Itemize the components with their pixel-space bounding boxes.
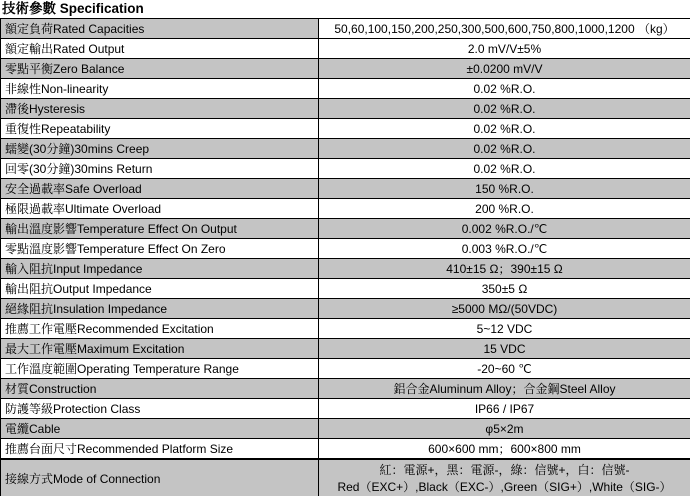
spec-parameter-value	[319, 299, 690, 319]
spec-parameter-value	[319, 139, 690, 159]
table-row	[1, 379, 690, 399]
spec-parameter-label: 推薦工作電壓Recommended Excitation	[1, 319, 319, 339]
spec-value-line: 410±15 Ω；390±15 Ω	[446, 262, 563, 276]
spec-parameter-label: 蠕變(30分鐘)30mins Creep	[1, 139, 319, 159]
spec-parameter-value	[319, 79, 690, 99]
spec-value-line: 15 VDC	[483, 341, 526, 356]
spec-value-line: 0.02 %R.O.	[473, 81, 536, 96]
table-row	[1, 399, 690, 419]
spec-parameter-value	[319, 439, 690, 460]
table-row	[1, 79, 690, 99]
table-row	[1, 19, 690, 39]
spec-parameter-label: 接線方式Mode of Connection	[1, 459, 319, 496]
spec-value-line: 2.0 mV/V±5%	[467, 41, 542, 56]
spec-parameter-label: 額定負荷Rated Capacities	[1, 19, 319, 39]
spec-parameter-value	[319, 399, 690, 419]
spec-parameter-label: 最大工作電壓Maximum Excitation	[1, 339, 319, 359]
spec-parameter-value	[319, 359, 690, 379]
table-row	[1, 39, 690, 59]
spec-parameter-value	[319, 119, 690, 139]
table-row	[1, 239, 690, 259]
table-row	[1, 219, 690, 239]
spec-parameter-label: 滯後Hysteresis	[1, 99, 319, 119]
table-row	[1, 139, 690, 159]
table-row	[1, 259, 690, 279]
table-row	[1, 279, 690, 299]
spec-value-line: 200 %R.O.	[475, 201, 534, 216]
spec-value-line: 0.002 %R.O./℃	[461, 221, 548, 236]
spec-parameter-label: 安全過載率Safe Overload	[1, 179, 319, 199]
table-row	[1, 59, 690, 79]
table-row	[1, 179, 690, 199]
spec-value-line: 5~12 VDC	[476, 321, 533, 336]
spec-parameter-label: 零點平衡Zero Balance	[1, 59, 319, 79]
spec-parameter-label: 輸出阻抗Output Impedance	[1, 279, 319, 299]
spec-parameter-label: 推薦台面尺寸Recommended Platform Size	[1, 439, 319, 460]
table-row	[1, 199, 690, 219]
spec-parameter-label: 輸出溫度影響Temperature Effect On Output	[1, 219, 319, 239]
table-row	[1, 159, 690, 179]
spec-parameter-label: 絕緣阻抗Insulation Impedance	[1, 299, 319, 319]
table-row	[1, 339, 690, 359]
spec-parameter-value	[319, 39, 690, 59]
spec-value-line: -20~60 ℃	[477, 361, 532, 376]
spec-parameter-label: 非線性Non-linearity	[1, 79, 319, 99]
spec-parameter-label: 回零(30分鐘)30mins Return	[1, 159, 319, 179]
spec-parameter-value	[319, 179, 690, 199]
spec-parameter-value	[319, 339, 690, 359]
spec-value-line: 紅：電源+，黑：電源-，綠：信號+，白：信號-	[379, 462, 630, 477]
spec-parameter-label: 防護等級Protection Class	[1, 399, 319, 419]
spec-value-line: 0.02 %R.O.	[473, 141, 536, 156]
spec-parameter-value	[319, 419, 690, 439]
spec-parameter-value	[319, 379, 690, 399]
spec-parameter-label: 輸入阻抗Input Impedance	[1, 259, 319, 279]
spec-value-line: ≥5000 MΩ/(50VDC)	[451, 301, 558, 316]
page-title: 技術參數 Specification	[2, 1, 144, 16]
spec-value-line: 150 %R.O.	[475, 181, 534, 196]
spec-value-line: 鋁合金Aluminum Alloy；合金鋼Steel Alloy	[393, 382, 616, 396]
table-row	[1, 99, 690, 119]
table-row	[1, 419, 690, 439]
spec-parameter-value	[319, 259, 690, 279]
table-row	[1, 359, 690, 379]
spec-parameter-label: 重復性Repeatability	[1, 119, 319, 139]
spec-value-line: IP66 / IP67	[474, 401, 535, 416]
spec-parameter-value	[319, 279, 690, 299]
spec-parameter-value	[319, 59, 690, 79]
spec-value-line: 350±5 Ω	[481, 281, 528, 296]
table-row	[1, 439, 690, 460]
spec-parameter-value	[319, 319, 690, 339]
spec-value-line: Red（EXC+）,Black（EXC-）,Green（SIG+）,White（SIG-）	[337, 479, 672, 494]
spec-value-line: 0.02 %R.O.	[473, 161, 536, 176]
spec-parameter-label: 極限過載率Ultimate Overload	[1, 199, 319, 219]
spec-parameter-label: 零點溫度影響Temperature Effect On Zero	[1, 239, 319, 259]
spec-parameter-value	[319, 159, 690, 179]
spec-value-line: 0.02 %R.O.	[473, 121, 536, 136]
spec-parameter-label: 電纜Cable	[1, 419, 319, 439]
spec-parameter-value	[319, 199, 690, 219]
spec-value-line: 0.02 %R.O.	[473, 101, 536, 116]
spec-parameter-value	[319, 459, 690, 496]
spec-parameter-value	[319, 99, 690, 119]
spec-parameter-value	[319, 219, 690, 239]
spec-value-line: 600×600 mm；600×800 mm	[428, 442, 581, 456]
spec-value-line: 50,60,100,150,200,250,300,500,600,750,800,1000,1200 （kg）	[334, 22, 675, 36]
spec-parameter-label: 額定輸出Rated Output	[1, 39, 319, 59]
spec-parameter-label: 工作溫度範圍Operating Temperature Range	[1, 359, 319, 379]
spec-value-line: 0.003 %R.O./℃	[461, 241, 548, 256]
table-row	[1, 459, 690, 496]
table-row	[1, 299, 690, 319]
spec-parameter-value	[319, 19, 690, 39]
spec-table-body	[1, 19, 690, 496]
table-row	[1, 319, 690, 339]
specification-table	[0, 18, 690, 496]
spec-value-line: φ5×2m	[485, 421, 524, 436]
spec-value-line: ±0.0200 mV/V	[466, 61, 543, 76]
spec-parameter-label: 材質Construction	[1, 379, 319, 399]
spec-parameter-value	[319, 239, 690, 259]
table-row	[1, 119, 690, 139]
